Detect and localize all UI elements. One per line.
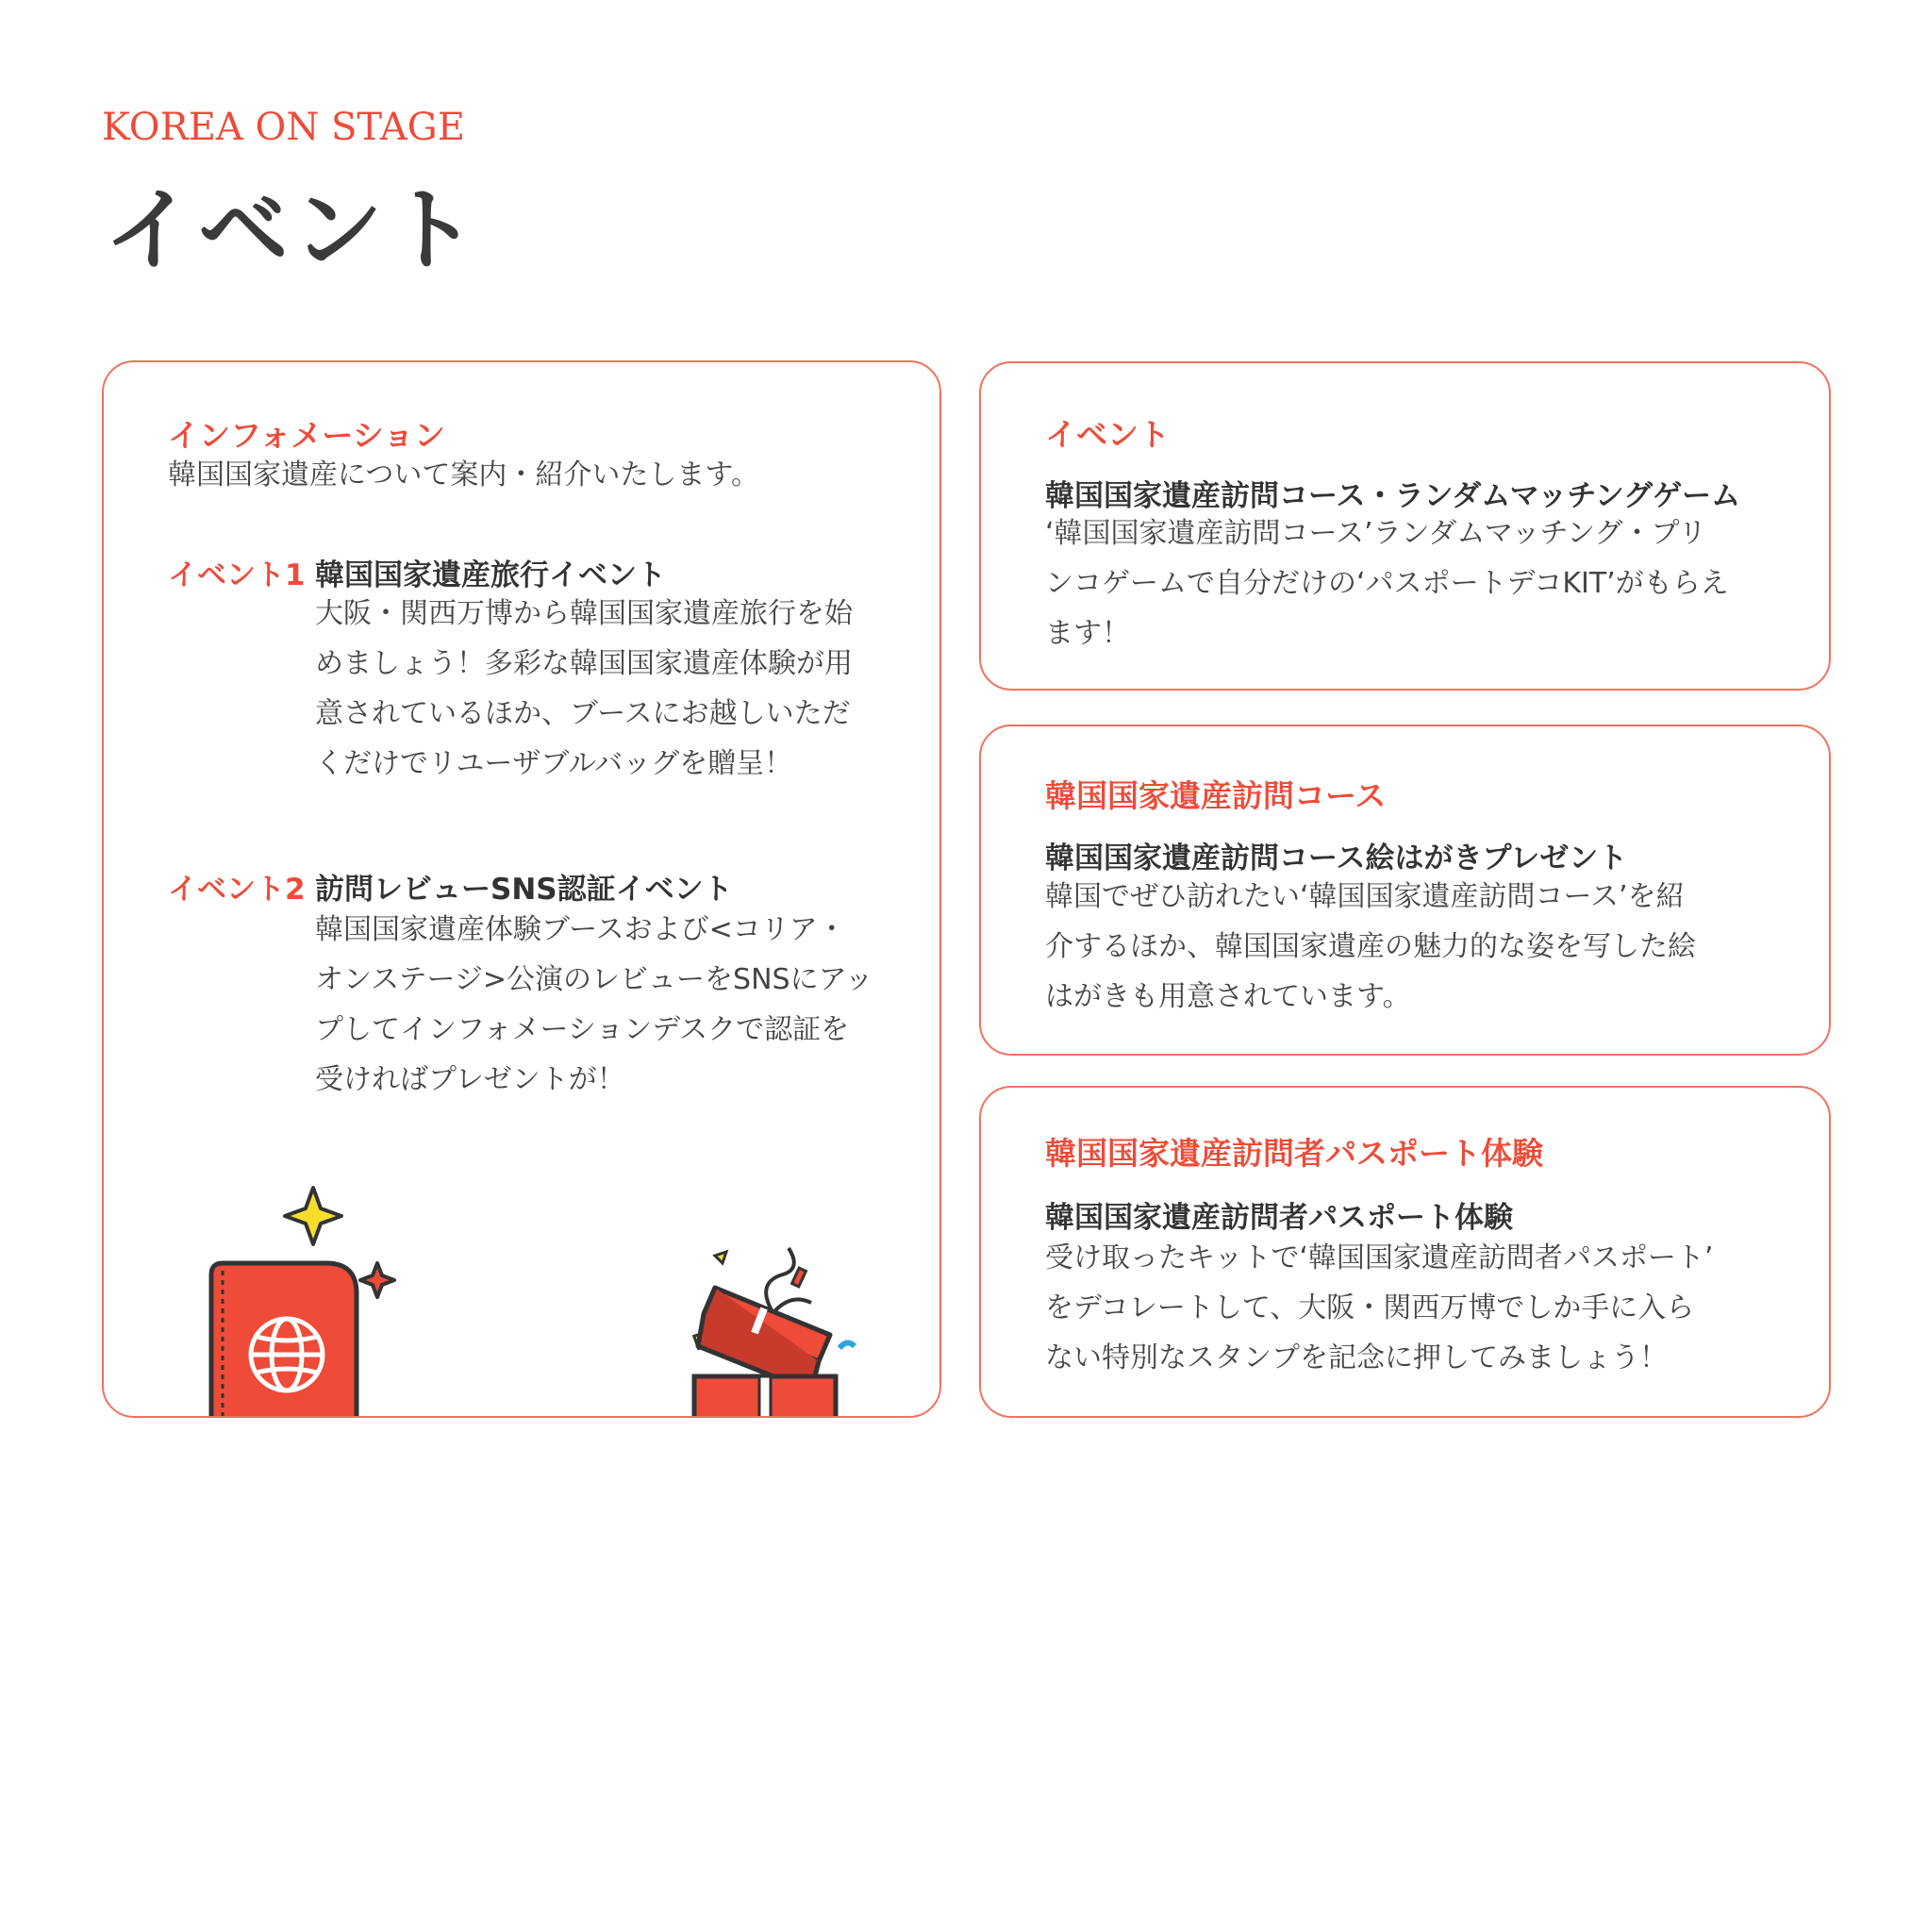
event2-title: 訪問レビューSNS認証イベント xyxy=(315,873,733,907)
event2-line: 受ければプレゼントが！ xyxy=(315,1063,625,1096)
event2-description xyxy=(315,905,873,1105)
card-line: はがきも用意されています。 xyxy=(1045,980,1411,1013)
event-card-passport xyxy=(979,1086,1831,1418)
information-card xyxy=(102,360,941,1418)
card-line: ‘韓国国家遺産訪問コース’ランダムマッチング・プリ xyxy=(1045,517,1707,550)
card-title: 韓国国家遺産訪問コース xyxy=(1045,777,1387,814)
card-description xyxy=(1045,508,1729,658)
card-subtitle: 韓国国家遺産訪問コース絵はがきプレゼント xyxy=(1045,841,1628,875)
event1-line: 大阪・関西万博から韓国国家遺産旅行を始 xyxy=(315,597,853,630)
card-description xyxy=(1045,872,1696,1022)
card-line: 介するほか、韓国国家遺産の魅力的な姿を写した絵 xyxy=(1045,930,1696,963)
card-line: ない特別なスタンプを記念に押してみましょう！ xyxy=(1045,1341,1668,1374)
event1-line: くだけでリユーザブルバッグを贈呈！ xyxy=(315,747,793,780)
card-subtitle: 韓国国家遺産訪問者パスポート体験 xyxy=(1045,1201,1513,1235)
event1-line: 意されているほか、ブースにお越しいただ xyxy=(315,697,851,730)
event1-title: 韓国国家遺産旅行イベント xyxy=(315,558,666,592)
sparkle-icon xyxy=(285,1188,341,1244)
gift-box-icon xyxy=(670,1235,887,1418)
event1-tag: イベント1 xyxy=(168,558,306,592)
event-card-matching-game xyxy=(979,361,1831,691)
information-intro: 韓国国家遺産について案内・紹介いたします。 xyxy=(168,458,759,491)
card-line: をデコレートして、大阪・関西万博でしか手に入ら xyxy=(1045,1291,1695,1324)
card-line: ンコゲームで自分だけの‘パスポートデコKIT’がもらえ xyxy=(1045,567,1729,600)
card-title: 韓国国家遺産訪問者パスポート体験 xyxy=(1045,1135,1543,1172)
sparkle-icon xyxy=(360,1263,394,1297)
event1-description xyxy=(315,589,853,789)
event2-line: オンステージ>公演のレビューをSNSにアッ xyxy=(315,963,873,996)
information-title: インフォメーション xyxy=(168,417,446,454)
card-line: 受け取ったキットで‘韓国国家遺産訪問者パスポート’ xyxy=(1045,1241,1714,1274)
card-line: ます！ xyxy=(1045,617,1130,650)
card-description xyxy=(1045,1233,1713,1383)
event2-line: プしてインフォメーションデスクで認証を xyxy=(315,1013,850,1046)
event-card-visit-course xyxy=(979,724,1831,1056)
passport-globe-icon xyxy=(208,1169,396,1418)
card-line: 韓国でぜひ訪れたい‘韓国国家遺産訪問コース’を紹 xyxy=(1045,880,1685,913)
event2-line: 韓国国家遺産体験ブースおよび<コリア・ xyxy=(315,913,846,946)
page-title: イベント xyxy=(104,177,481,283)
event2-tag: イベント2 xyxy=(168,873,306,907)
card-subtitle: 韓国国家遺産訪問コース・ランダムマッチングゲーム xyxy=(1045,479,1741,513)
card-title: イベント xyxy=(1045,416,1170,453)
event1-line: めましょう！多彩な韓国国家遺産体験が用 xyxy=(315,647,853,680)
brand-logo-text: KOREA ON STAGE xyxy=(102,106,465,149)
